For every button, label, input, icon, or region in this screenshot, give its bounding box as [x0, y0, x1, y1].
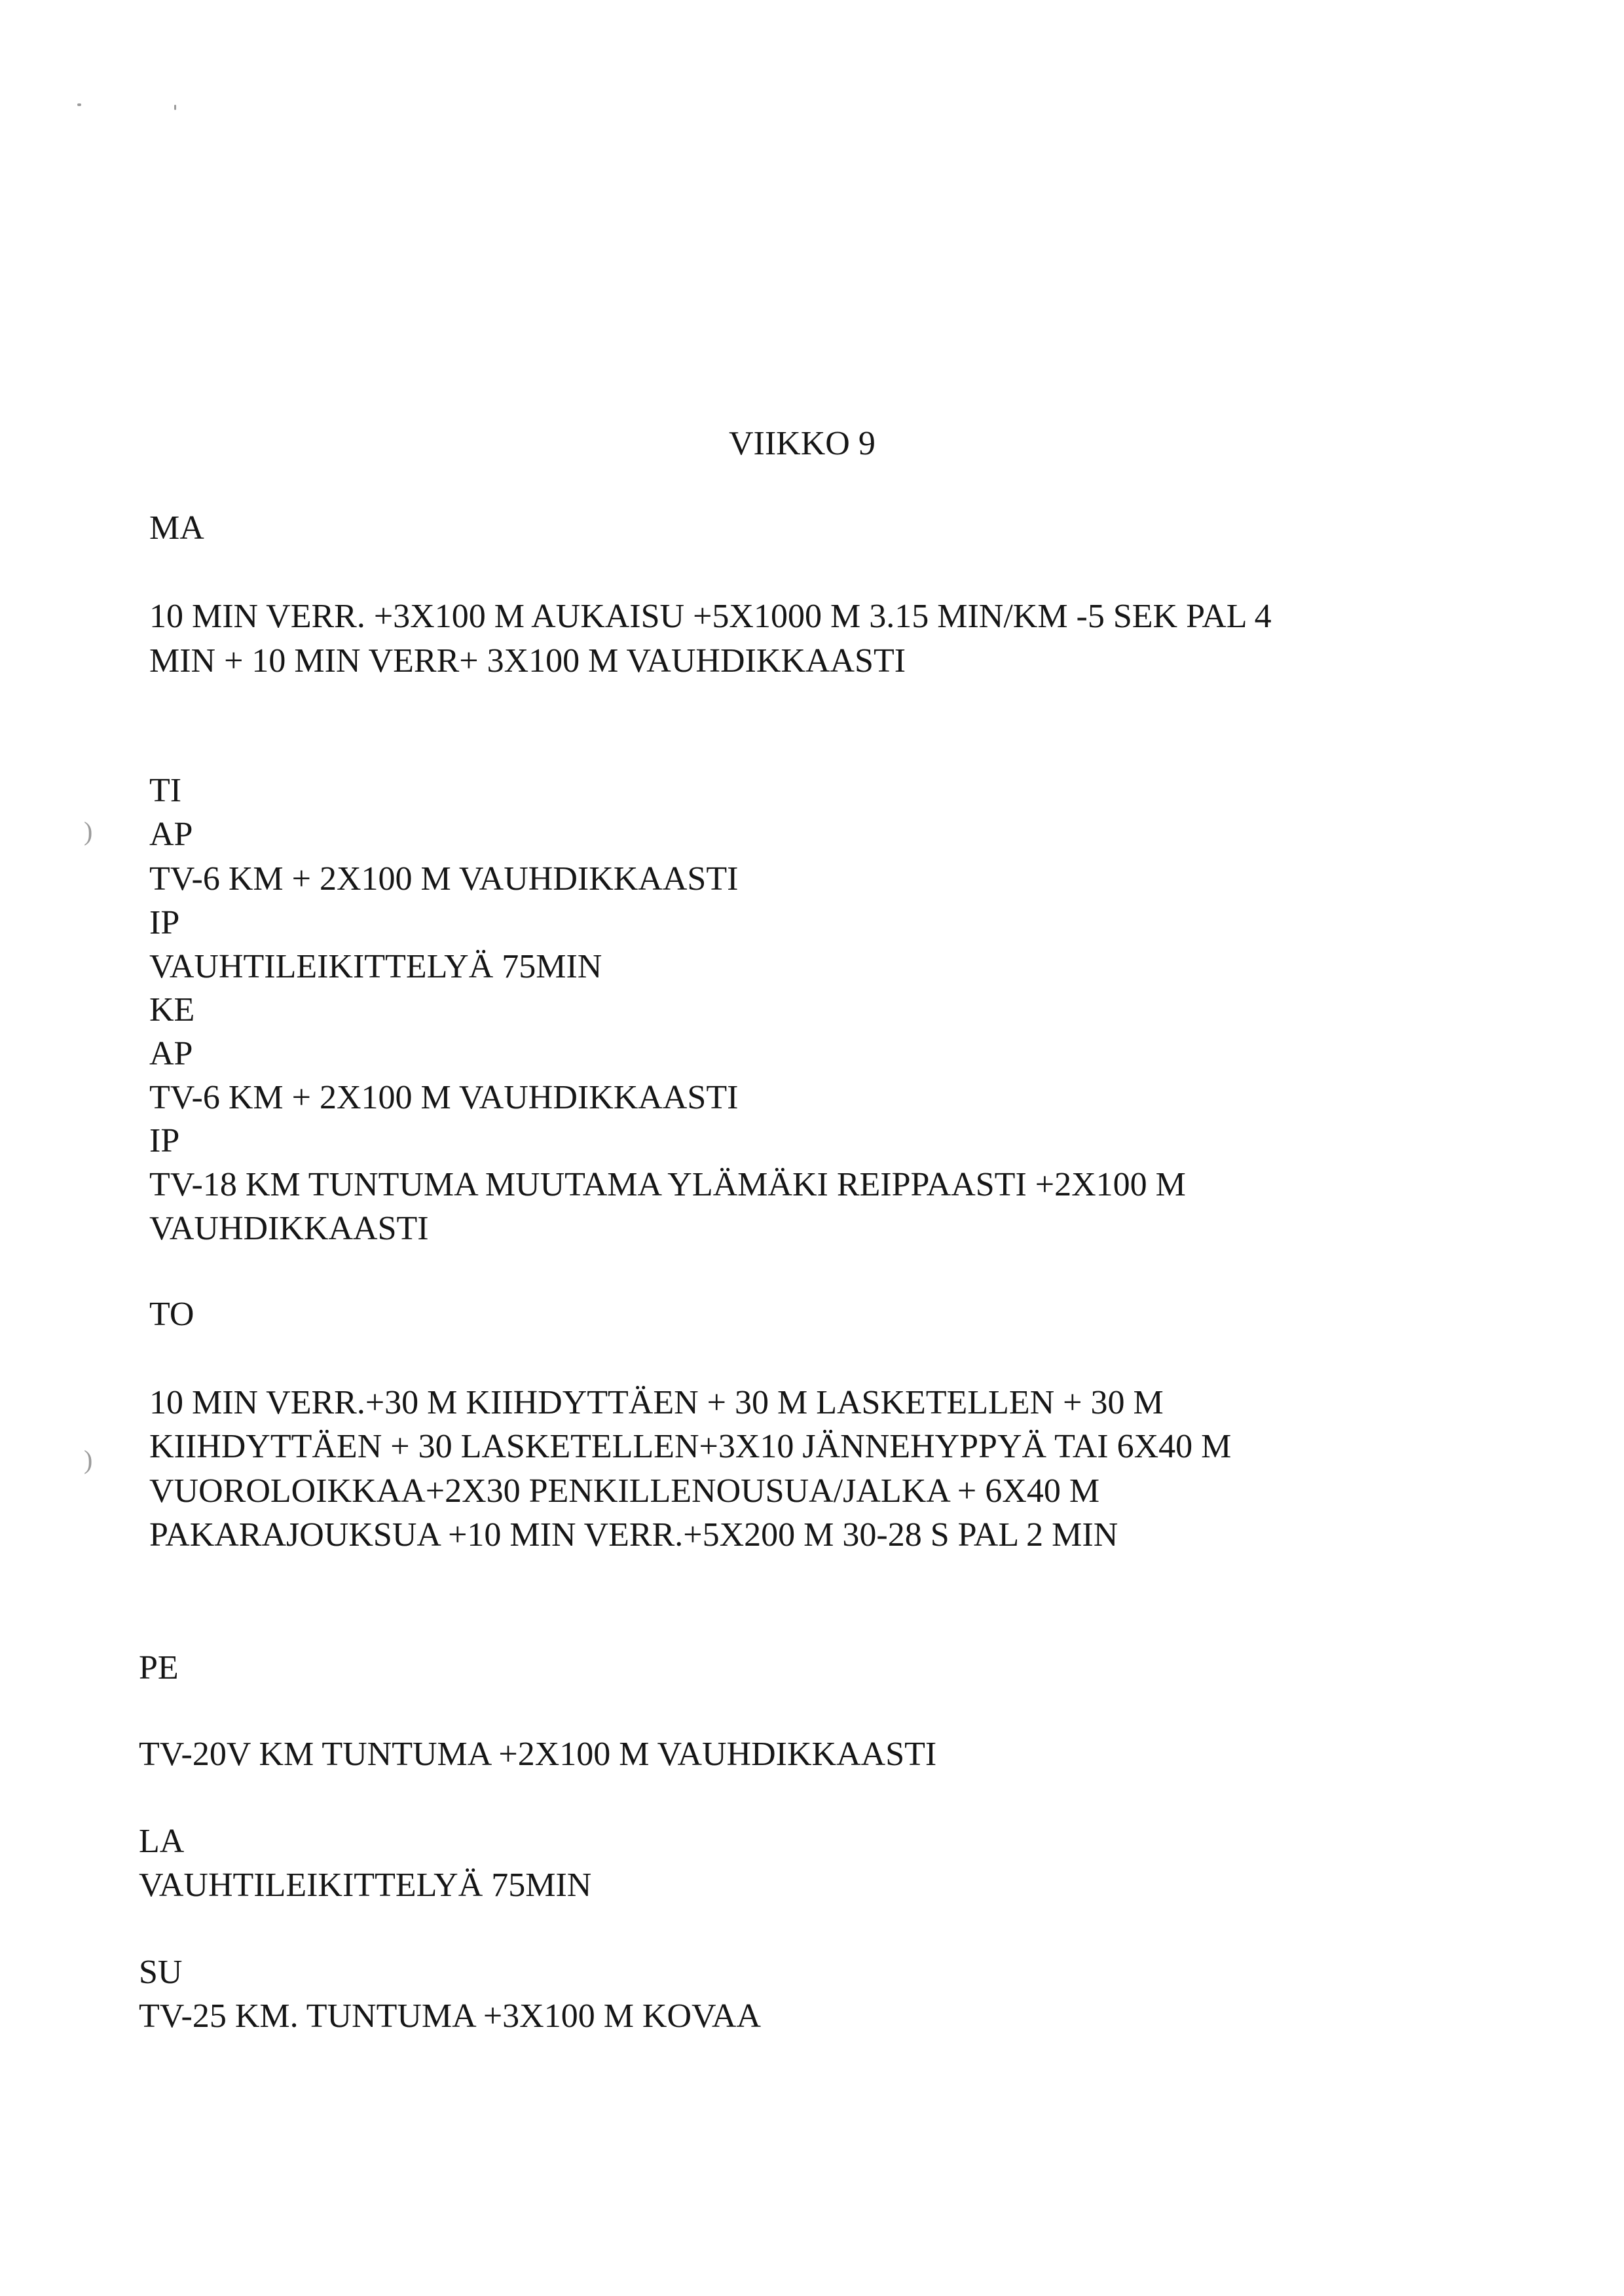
to-line-4: PAKARAJOUKSUA +10 MIN VERR.+5X200 M 30-28 S PAL 2 MIN [149, 1516, 1118, 1554]
scan-speck [174, 105, 176, 110]
ke-ip-text-2: VAUHDIKKAASTI [149, 1210, 429, 1247]
ke-ap-text: TV-6 KM + 2X100 M VAUHDIKKAASTI [149, 1079, 739, 1116]
page-title: VIIKKO 9 [729, 425, 876, 462]
ke-ip-label: IP [149, 1122, 180, 1159]
ti-ap-text: TV-6 KM + 2X100 M VAUHDIKKAASTI [149, 860, 739, 898]
to-line-2: KIIHDYTTÄEN + 30 LASKETELLEN+3X10 JÄNNEHYPPYÄ TAI 6X40 M [149, 1428, 1232, 1465]
day-label-pe: PE [139, 1649, 179, 1686]
su-line-1: TV-25 KM. TUNTUMA +3X100 M KOVAA [139, 1997, 761, 2035]
day-label-la: LA [139, 1823, 185, 1860]
to-line-3: VUOROLOIKKAA+2X30 PENKILLENOUSUA/JALKA + 6X40 M [149, 1472, 1100, 1510]
ma-line-2: MIN + 10 MIN VERR+ 3X100 M VAUHDIKKAASTI [149, 642, 906, 680]
scan-speck [77, 103, 81, 106]
day-label-su: SU [139, 1954, 183, 1991]
day-label-ti: TI [149, 772, 182, 809]
hole-punch-mark: ) [84, 1445, 93, 1474]
ti-ip-label: IP [149, 904, 180, 941]
to-line-1: 10 MIN VERR.+30 M KIIHDYTTÄEN + 30 M LASKETELLEN + 30 M [149, 1384, 1164, 1421]
ma-line-1: 10 MIN VERR. +3X100 M AUKAISU +5X1000 M 3.15 MIN/KM -5 SEK PAL 4 [149, 598, 1272, 635]
ti-ip-text: VAUHTILEIKITTELYÄ 75MIN [149, 948, 602, 985]
la-line-1: VAUHTILEIKITTELYÄ 75MIN [139, 1867, 592, 1904]
hole-punch-mark: ) [84, 816, 93, 846]
pe-line-1: TV-20V KM TUNTUMA +2X100 M VAUHDIKKAASTI [139, 1736, 937, 1773]
day-label-to: TO [149, 1296, 194, 1333]
day-label-ma: MA [149, 509, 204, 547]
ke-ip-text: TV-18 KM TUNTUMA MUUTAMA YLÄMÄKI REIPPAASTI +2X100 M [149, 1166, 1186, 1203]
day-label-ke: KE [149, 991, 195, 1029]
ti-ap-label: AP [149, 816, 193, 853]
ke-ap-label: AP [149, 1035, 193, 1072]
